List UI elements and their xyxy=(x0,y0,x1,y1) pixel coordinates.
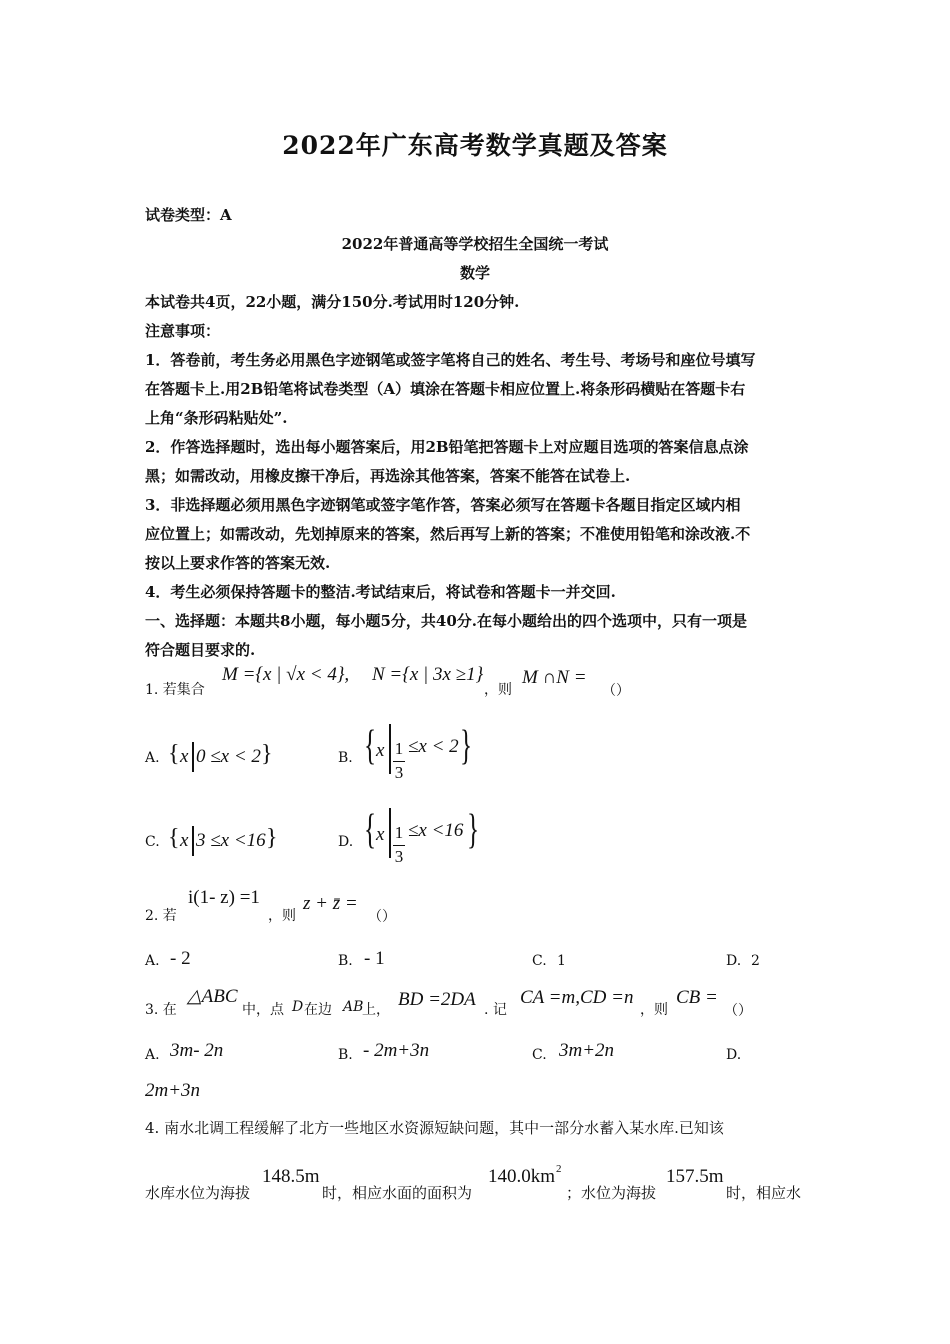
q4-line-1: 4. 南水北调工程缓解了北方一些地区水资源短缺问题，其中一部分水蓄入某水库.已知该 xyxy=(145,1119,724,1137)
notice-line: 应位置上；如需改动，先划掉原来的答案，然后再写上新的答案；不准使用铅笔和涂改液.不 xyxy=(145,525,751,543)
notice-line: 按以上要求作答的答案无效. xyxy=(145,554,331,572)
left-brace: { xyxy=(168,825,180,851)
set-variable: x xyxy=(180,830,189,851)
q3-option-b-label: B. xyxy=(338,1047,353,1063)
left-brace: { xyxy=(168,741,180,767)
section-heading: 一、选择题：本题共8小题，每小题5分，共40分.在每小题给出的四个选项中，只有一项是 xyxy=(145,612,747,630)
set-condition: 3 ≤x <16 xyxy=(196,830,266,851)
notice-line: 在答题卡上.用2B铅笔将试卷类型（A）填涂在答题卡相应位置上.将条形码横贴在答题卡右 xyxy=(145,380,746,398)
q4-area: 140.0km xyxy=(488,1166,556,1187)
q1-answer-blank: （） xyxy=(602,683,630,699)
q3-text: 中，点 xyxy=(242,1002,284,1018)
q2-option-d-value: 2 xyxy=(751,953,760,969)
notice-line: 4．考生必须保持答题卡的整洁.考试结束后，将试卷和答题卡一并交回. xyxy=(145,583,616,601)
left-brace: { xyxy=(364,807,377,853)
q4-text: 水库水位为海拔 xyxy=(145,1184,251,1202)
q4-altitude-2: 157.5m xyxy=(666,1166,724,1187)
subject-heading: 数学 xyxy=(459,264,490,282)
q3-text: 上， xyxy=(362,1002,390,1018)
q2-option-b-value: - 1 xyxy=(364,948,385,969)
q3-equation-2: CA =m,CD =n xyxy=(520,987,634,1008)
set-variable: x xyxy=(376,740,385,761)
document-title: 2022年广东高考数学真题及答案 xyxy=(282,131,668,160)
section-heading: 符合题目要求的. xyxy=(145,641,256,659)
q3-option-c-value: 3m+2n xyxy=(559,1040,615,1061)
q2-expression: z + z̄ = xyxy=(303,893,358,914)
q3-text: ，则 xyxy=(640,1002,668,1018)
notice-line: 1．答卷前，考生务必用黑色字迹钢笔或签字笔将自己的姓名、考生号、考场号和座位号填写 xyxy=(145,351,756,369)
intro-text: 本试卷共4页，22小题，满分150分.考试用时120分钟. xyxy=(145,293,520,311)
exam-name: 2022年普通高等学校招生全国统一考试 xyxy=(341,235,609,253)
q2-equation: i(1- z) =1 xyxy=(188,887,260,908)
right-brace: } xyxy=(261,741,273,767)
q3-side-ab: AB xyxy=(343,999,364,1015)
left-brace: { xyxy=(364,723,377,769)
q2-option-c-value: 1 xyxy=(557,953,566,969)
set-divider xyxy=(389,808,391,858)
fraction: $\frac{1}{3}$ xyxy=(394,823,404,866)
q4-text: 时，相应水 xyxy=(726,1184,802,1202)
q2-option-a-label: A. xyxy=(145,953,160,969)
notice-line: 黑；如需改动，用橡皮擦干净后，再选涂其他答案，答案不能答在试卷上. xyxy=(145,467,631,485)
q3-option-b-value: - 2m+3n xyxy=(363,1040,430,1061)
q3-point-d: D xyxy=(292,999,304,1015)
q3-expression: CB = xyxy=(676,987,718,1008)
q2-option-b-label: B. xyxy=(338,953,353,969)
set-variable: x xyxy=(180,746,189,767)
q3-text: . 记 xyxy=(484,1002,507,1018)
q4-altitude-1: 148.5m xyxy=(262,1166,320,1187)
q1-connector: ，则 xyxy=(484,682,512,698)
q1-set-m: M ={x | √x < 4}, xyxy=(222,664,350,685)
q3-option-a-label: A. xyxy=(145,1047,160,1063)
q3-option-a-value: 3m- 2n xyxy=(170,1040,224,1061)
set-divider xyxy=(389,724,391,774)
notice-line: 3．非选择题必须用黑色字迹钢笔或签字笔作答，答案必须写在答题卡各题目指定区域内相 xyxy=(145,496,741,514)
notice-line: 2．作答选择题时，选出每小题答案后，用2B铅笔把答题卡上对应题目选项的答案信息点涂 xyxy=(145,438,749,456)
q3-prefix: 3. 在 xyxy=(145,1002,177,1018)
fraction: $\frac{1}{3}$ xyxy=(394,739,404,782)
set-condition: ≤x < 2 xyxy=(408,736,459,757)
q3-equation-1: BD =2DA xyxy=(398,989,476,1010)
q1-expression: M ∩N = xyxy=(522,667,587,688)
set-divider xyxy=(192,742,194,772)
q4-area-exponent: 2 xyxy=(556,1163,562,1175)
set-divider xyxy=(192,826,194,856)
q3-answer-blank: （） xyxy=(724,1003,752,1019)
q3-triangle: △ABC xyxy=(187,986,238,1007)
notice-line: 上角“条形码粘贴处”. xyxy=(145,409,288,427)
q3-option-d-label: D. xyxy=(726,1047,742,1063)
q1-option-a-label: A. xyxy=(145,750,160,766)
set-condition: 0 ≤x < 2 xyxy=(196,746,261,767)
set-condition: ≤x <16 xyxy=(408,820,464,841)
q4-text: ；水位为海拔 xyxy=(566,1184,657,1202)
notice-heading: 注意事项： xyxy=(145,322,221,340)
q1-option-c-label: C. xyxy=(145,834,160,850)
q1-prefix: 1. 若集合 xyxy=(145,682,205,698)
q2-option-a-value: - 2 xyxy=(170,948,191,969)
set-variable: x xyxy=(376,824,385,845)
q1-set-n: N ={x | 3x ≥1} xyxy=(372,664,484,685)
right-brace: } xyxy=(467,807,480,853)
q2-connector: ，则 xyxy=(268,908,296,924)
q2-option-c-label: C. xyxy=(532,953,547,969)
paper-type: 试卷类型：A xyxy=(145,206,232,224)
q1-option-b-label: B. xyxy=(338,750,353,766)
q3-option-d-value: 2m+3n xyxy=(145,1080,201,1101)
q4-text: 时，相应水面的面积为 xyxy=(322,1184,473,1202)
q1-option-d-label: D. xyxy=(338,834,354,850)
q3-option-c-label: C. xyxy=(532,1047,547,1063)
right-brace: } xyxy=(460,723,473,769)
q2-option-d-label: D. xyxy=(726,953,742,969)
right-brace: } xyxy=(266,825,278,851)
q2-prefix: 2. 若 xyxy=(145,908,177,924)
q3-text: 在边 xyxy=(304,1002,332,1018)
q2-answer-blank: （） xyxy=(368,909,396,925)
